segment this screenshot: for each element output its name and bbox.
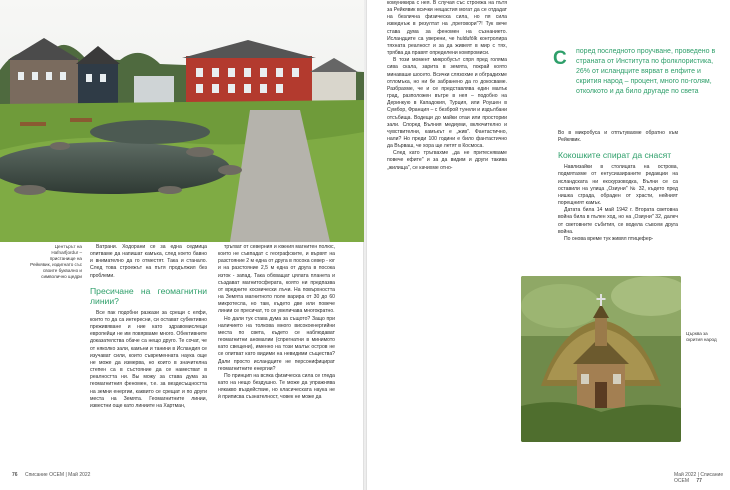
paragraph: Но дали тук става дума за същото? Защо при наличието на толкова много високоенергийни места по света, където се наблюдават геомагнитни аномалии (спрегнатни в минимото като свещени), именно на този малък остров не се опитват като видими на невидими същества? Дали просто исландците не персонифицират геомагнитните енергии? [218,315,335,372]
paragraph: След като тръгвахме „да не притесняваме повече ефите" и за да видим и други такива „жилища", се качихме отно- [387,150,507,171]
paragraph: Ватрани. Ходорани се за една седмица опитваме да напишат камъка, след което бавно и внимателно да го отместят. Така и станало. След това строежът на пътя продължил без проблеми. [90,244,207,279]
subheading-geomagnetic: Пресичане на геомагнитни линии? [90,285,207,306]
footer-right [674,472,730,484]
paragraph: Все пак подобни разкази за срещи с елфи, които то да са интересни, си остават субективно преживяване и ние като здравомислещи европейци не им повярваме много. Обективните доказателства обаче са нещо друго. Те сочат, че от няколко зали, камъни и танини в Исландия се изучават сили, които съвременната наука още не може да измерва, но които в значителна степен са в състояние да се наместват в реалността ни. Вы можу за става дума за геомагнитния феномен, т.е. за вездесъщността на земни енергии, каквито се срещат и по други места на Земята. Геомагнитните линии, известни още като линиите на Хартман, [90,309,207,409]
paragraph: По онова време тук живял птицефер- [564,235,654,242]
town-pond-photo [0,0,364,242]
photo-caption-left: Центърът на Hafnarfjordur – пристанище на Рейкявик, издигнато със своите буквално и символично щедри [30,244,82,279]
article-column-left-1 [90,244,207,410]
elf-church-photo [521,276,681,442]
paragraph: В този момент микробусът спря пред голяма сива скала, зарита в земята, покрай която минаваше шосето. Всички слязохме и обградихме отломъка, но ни бе забранено да го докосваме. Разбрахме, че и се представлява един малък град, разположен вътре в нея – подобно на Деринкую в Кападокия, Турция, или Роушен в Сумбор, Франция – с безброй тунели и издълбани отсъбища. Водещи до майки отаи или простории зали. Според Вълния медиуми, включително и чувствителни, камъкът е „жив". Фантастично, нали? Но преди 100 години е било фантастично да Върваш, че хора ще летят в Космоса. [387,57,507,150]
article-column-right-2 [558,130,678,243]
footer-left [12,472,90,478]
article-column-left-2 [218,244,335,401]
paragraph: комуникира с нея. В случая със строежа на пътя за Рейкявик всички нещастия могат да се отдадат на безлична физическа сила, но пя сила изведнъж в резултат на „преговори"?! Тук вече става дума за феномен на съзнанието. Исландците са уверени, че huldufólk контролира тяхната реалност и за да живеят в мир с тях, трябва да правят определени компромиси. [387,0,507,57]
article-column-right-1 [387,0,507,172]
magazine-issue-right: Май 2022 | Списание ОСЕМ [674,472,724,484]
paragraph: По принцип на всяка физическа сила се гледа като на нещо бездушно. Те може да упражнява някакво въздействие, но класическата наука не ѝ приписва съзнателност, човек не може да [218,372,335,401]
paragraph: Во в микробуса и отпътувахме обратно към Рейкявик. [558,130,678,144]
pullquote-text: поред последното проучване, проведено в страната от Института по фолклористика, 26% от исландците вярват в елфите и скрития народ – процент, много по-голям, отколкото и да било другаде по света [576,48,716,95]
pullquote-dropcap: С [553,48,567,69]
page-number-right: 77 [696,478,702,484]
page-number-left: 76 [12,472,18,478]
magazine-issue-left: Списание ОСЕМ | Май 2022 [24,472,91,478]
subheading-chickens: Кокошките спират да снасят [558,150,672,161]
paragraph: тръгват от северния и южния магнитен полюс, които не съвпадат с географските, и вървят на разстояние 2 м една от друга в посока север - юг и на разстояние 2,5 м една от друга в посока изток - запад. Така обхващат цялата планета и създават магнитосферата, която ни предпазва от вредните космически лъчи. На повърхността на Земята магнитното поле варира от 30 до 60 микротесла, но там, където две или повече линии се пресичат, то се увеличава многократно. [218,244,335,315]
photo-caption-right: Църква за скрития народ [686,331,717,342]
paragraph: Датата била 14 май 1942 г. Втората световна война била в пълен ход, но на „Озиуни" 32, далеч от световните събития, се водела съвсем друга война. [558,207,678,235]
paragraph: Навлизайки в столицата на острова, подмятахме от ентусиазираните редакции на исландската ни екскурзоводка, Вълни се са оставили на улица „Озиуни" № 32, където пред нишка сграда, обраден от храсти, нейният порещният камък. [558,164,678,207]
